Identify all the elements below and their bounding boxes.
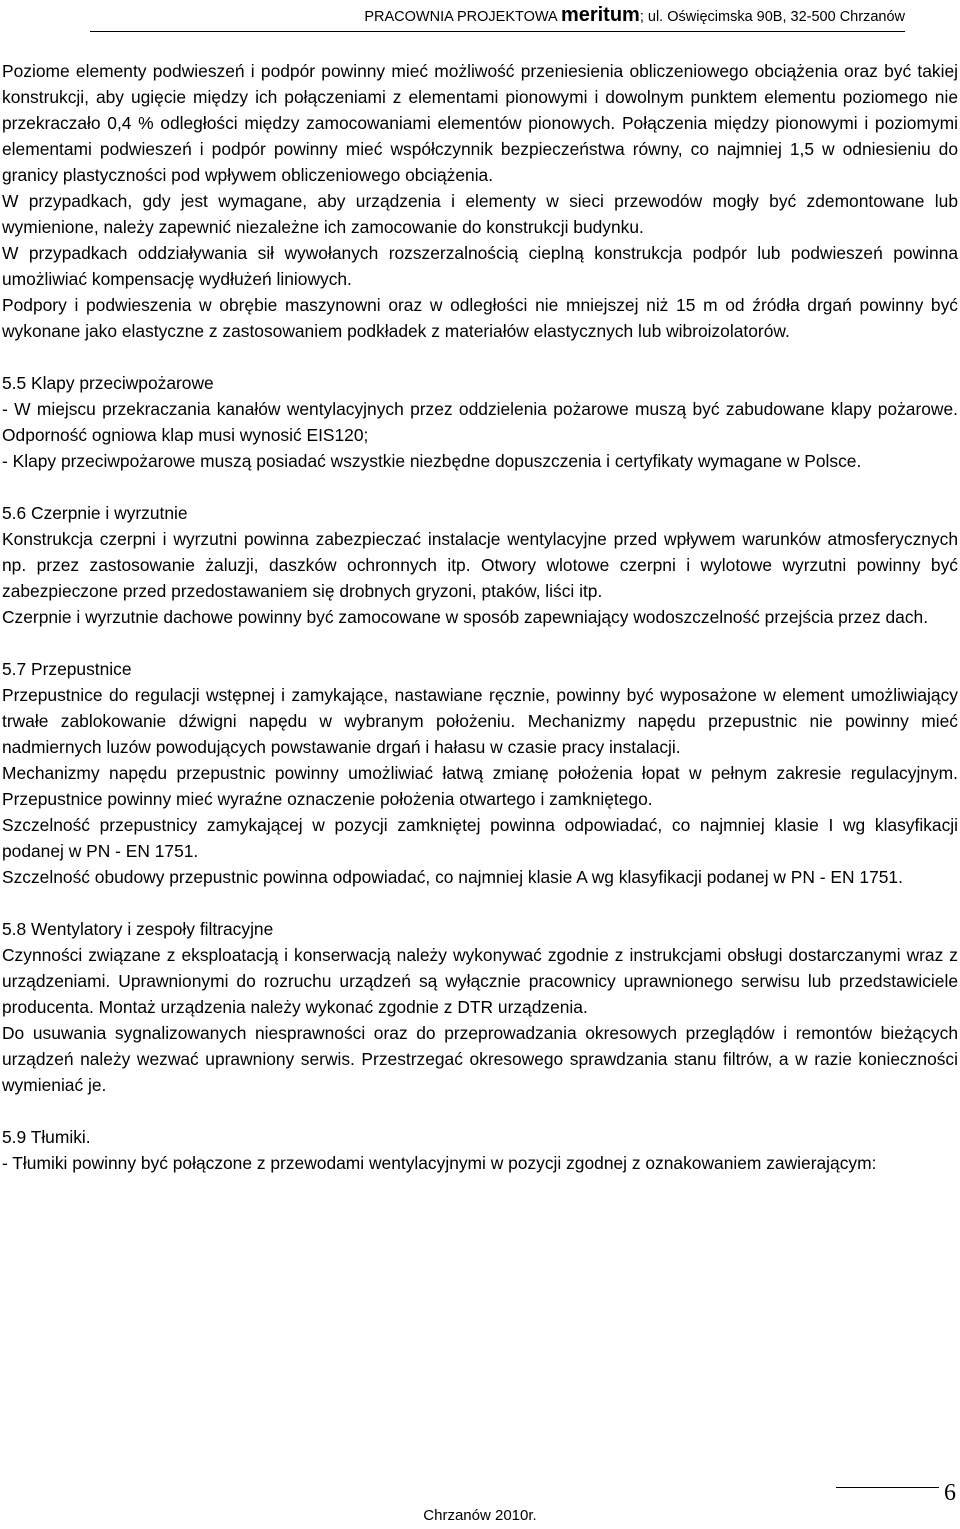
footer-divider [836, 1487, 939, 1488]
section-heading: 5.9 Tłumiki. [2, 1127, 91, 1147]
paragraph: - W miejscu przekraczania kanałów wentylacyjnych przez oddzielenia pożarowe muszą być zabudowane klapy pożarowe. Odporność ogniowa klap musi wynosić EIS120; [2, 399, 958, 445]
header-suffix: ; ul. Oświęcimska 90B, 32-500 Chrzanów [639, 9, 905, 25]
paragraph: Szczelność obudowy przepustnic powinna odpowiadać, co najmniej klasie A wg klasyfikacji podanej w PN - EN 1751. [2, 867, 903, 887]
paragraph: Poziome elementy podwieszeń i podpór powinny mieć możliwość przeniesienia obliczeniowego obciążenia oraz być takiej konstrukcji, aby ugięcie między ich połączeniami z elementami pionowymi i dowolnym punktem elementu poziomego nie przekraczało 0,4 % odległości między zamocowaniami elementów pionowych. Połączenia między pionowymi i poziomymi elementami podwieszeń i podpór powinny mieć współczynnik bezpieczeństwa równy, co najmniej 1,5 w odniesieniu do granicy plastyczności pod wpływem obliczeniowego obciążenia. [2, 61, 958, 185]
paragraph: Szczelność przepustnicy zamykającej w pozycji zamkniętej powinna odpowiadać, co najmniej klasie I wg klasyfikacji podanej w PN - EN 1751. [2, 815, 958, 861]
paragraph-gap [2, 474, 958, 500]
section-heading: 5.8 Wentylatory i zespoły filtracyjne [2, 919, 274, 939]
section-heading: 5.5 Klapy przeciwpożarowe [2, 373, 214, 393]
paragraph: W przypadkach, gdy jest wymagane, aby urządzenia i elementy w sieci przewodów mogły być zdemontowane lub wymienione, należy zapewnić niezależne ich zamocowanie do konstrukcji budynku. [2, 191, 958, 237]
paragraph: Czynności związane z eksploatacją i konserwacją należy wykonywać zgodnie z instrukcjami obsługi dostarczanymi wraz z urządzeniami. Uprawnionymi do rozruchu urządzeń są wyłącznie pracownicy uprawnionego serwisu lub przedstawiciele producenta. Montaż urządzenia należy wykonać zgodnie z DTR urządzenia. [2, 945, 958, 1017]
header-prefix: PRACOWNIA PROJEKTOWA [364, 9, 561, 25]
paragraph: - Tłumiki powinny być połączone z przewodami wentylacyjnymi w pozycji zgodnej z oznakowaniem zawierającym: [2, 1153, 877, 1173]
paragraph-gap [2, 1098, 958, 1124]
paragraph: Konstrukcja czerpni i wyrzutni powinna zabezpieczać instalacje wentylacyjne przed wpływem warunków atmosferycznych np. przez zastosowanie żaluzji, daszków ochronnych itp. Otwory wlotowe czerpni i wylotowe wyrzutni powinny być zabezpieczone przed przedostawaniem się drobnych gryzoni, ptaków, liści itp. [2, 529, 958, 601]
section-heading: 5.6 Czerpnie i wyrzutnie [2, 503, 188, 523]
paragraph: W przypadkach oddziaływania sił wywołanych rozszerzalnością cieplną konstrukcja podpór lub podwieszeń powinna umożliwiać kompensację wydłużeń liniowych. [2, 243, 958, 289]
footer-date: Chrzanów 2010r. [423, 1507, 537, 1524]
page-number: 6 [944, 1480, 956, 1506]
paragraph-gap [2, 890, 958, 916]
paragraph-gap [2, 630, 958, 656]
header-brand: meritum [560, 4, 640, 26]
paragraph: Mechanizmy napędu przepustnic powinny umożliwiać łatwą zmianę położenia łopat w pełnym zakresie regulacyjnym. Przepustnice powinny mieć wyraźne oznaczenie położenia otwartego i zamkniętego. [2, 763, 958, 809]
paragraph: Przepustnice do regulacji wstępnej i zamykające, nastawiane ręcznie, powinny być wyposażone w element umożliwiający trwałe zablokowanie dźwigni napędu w wybranym położeniu. Mechanizmy napędu przepustnic nie powinny mieć nadmiernych luzów powodujących powstawanie drgań i hałasu w czasie pracy instalacji. [2, 685, 958, 757]
page-header [90, 4, 905, 32]
section-heading: 5.7 Przepustnice [2, 659, 132, 679]
paragraph: - Klapy przeciwpożarowe muszą posiadać wszystkie niezbędne dopuszczenia i certyfikaty wymagane w Polsce. [2, 451, 862, 471]
paragraph-gap [2, 344, 958, 370]
document-body [2, 58, 958, 1176]
paragraph: Czerpnie i wyrzutnie dachowe powinny być zamocowane w sposób zapewniający wodoszczelność przejścia przez dach. [2, 607, 929, 627]
paragraph: Do usuwania sygnalizowanych niesprawności oraz do przeprowadzania okresowych przeglądów i remontów bieżących urządzeń należy wezwać uprawniony serwis. Przestrzegać okresowego sprawdzania stanu filtrów, a w razie konieczności wymieniać je. [2, 1023, 958, 1095]
paragraph: Podpory i podwieszenia w obrębie maszynowni oraz w odległości nie mniejszej niż 15 m od źródła drgań powinny być wykonane jako elastyczne z zastosowaniem podkładek z materiałów elastycznych lub wibroizolatorów. [2, 295, 958, 341]
